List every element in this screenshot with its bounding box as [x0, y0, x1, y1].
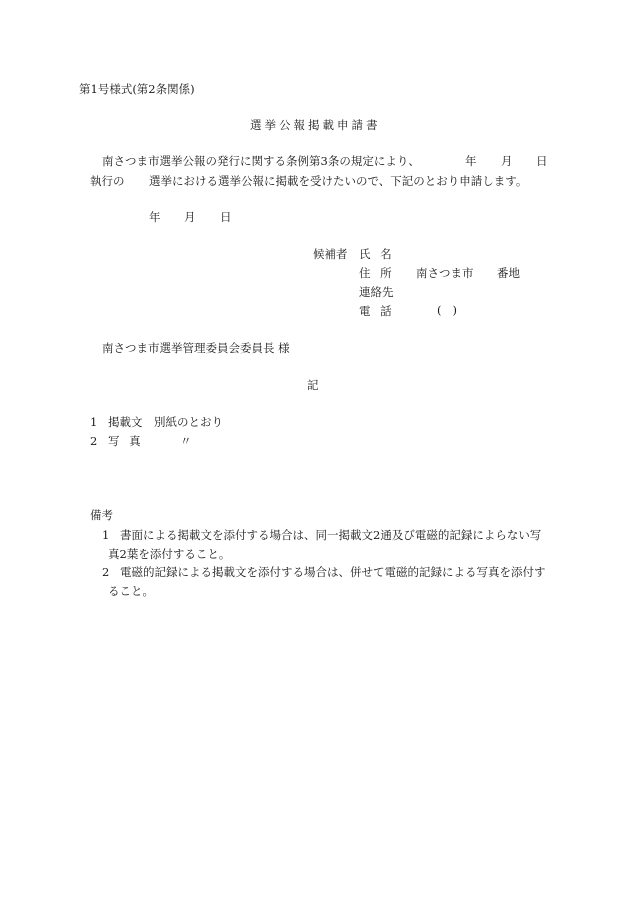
- intro-line-2: 選挙における選挙公報に掲載を受けたいので、下記のとおり申請します。: [149, 174, 528, 188]
- candidate-address-label: 住 所: [359, 266, 395, 280]
- intro-year: 年: [465, 154, 477, 168]
- item-2-number: 2: [90, 434, 98, 448]
- addressee: 南さつま市選挙管理委員会委員長 様: [102, 341, 290, 355]
- candidate-label: 候補者: [313, 247, 348, 261]
- candidate-address-suffix: 番地: [497, 266, 520, 280]
- item-2-label: 写 真: [108, 434, 144, 448]
- remark-1-number: 1: [102, 528, 110, 542]
- date-month: 月: [184, 210, 196, 224]
- remarks-heading: 備考: [90, 508, 113, 522]
- remark-2-line-1: 電磁的記録による掲載文を添付する場合は、併せて電磁的記録による写真を添付す: [120, 565, 546, 579]
- candidate-contact-label: 連絡先: [359, 285, 394, 299]
- remark-2-number: 2: [102, 565, 110, 579]
- date-year: 年: [149, 210, 161, 224]
- remark-2-line-2: ること。: [108, 584, 154, 598]
- item-1-label: 掲載文: [108, 415, 143, 429]
- intro-line-2-prefix: 執行の: [90, 174, 125, 188]
- date-day: 日: [220, 210, 232, 224]
- item-1-value: 別紙のとおり: [154, 415, 223, 429]
- candidate-name-label: 氏 名: [359, 247, 395, 261]
- document-title: 選挙公報掲載申請書: [250, 118, 381, 132]
- candidate-address-city: 南さつま市: [416, 266, 474, 280]
- remark-1-line-1: 書面による掲載文を添付する場合は、同一掲載文2通及び電磁的記録によらない写: [120, 528, 542, 542]
- intro-month: 月: [501, 154, 513, 168]
- ki-heading: 記: [307, 378, 319, 392]
- candidate-phone-label: 電 話: [359, 304, 395, 318]
- remark-1-line-2: 真2葉を添付すること。: [108, 547, 231, 561]
- intro-line-1: 南さつま市選挙公報の発行に関する条例第3条の規定により、: [102, 154, 420, 168]
- candidate-phone-parens: ( ): [437, 303, 457, 317]
- item-2-value: 〃: [180, 434, 192, 448]
- intro-day: 日: [536, 154, 548, 168]
- form-number: 第1号様式(第2条関係): [79, 82, 195, 96]
- item-1-number: 1: [90, 415, 98, 429]
